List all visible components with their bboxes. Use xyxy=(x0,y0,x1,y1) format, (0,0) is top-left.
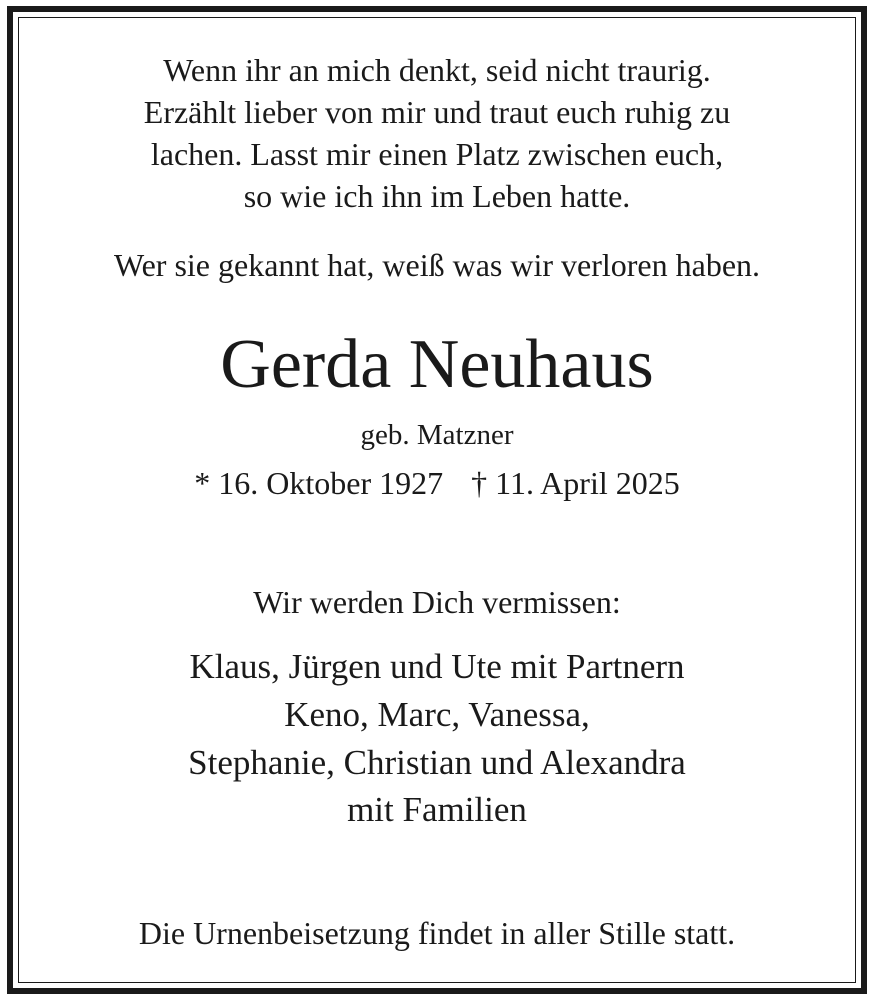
life-dates xyxy=(0,463,874,503)
mourner-line-1: Klaus, Jürgen und Ute mit Partnern xyxy=(189,647,685,686)
missing-line: Wir werden Dich vermissen: xyxy=(253,584,621,620)
poem-line-4: so wie ich ihn im Leben hatte. xyxy=(243,178,631,214)
deceased-name: Gerda Neuhaus xyxy=(220,326,654,403)
birth-name: geb. Matzner xyxy=(360,419,514,451)
mourner-line-2: Keno, Marc, Vanessa, xyxy=(284,695,590,734)
mourner-line-3: Stephanie, Christian und Alexandra xyxy=(188,743,686,782)
poem-line-3: lachen. Lasst mir einen Platz zwischen euch, xyxy=(150,136,724,172)
closing-line: Die Urnenbeisetzung findet in aller Stille statt. xyxy=(138,915,736,951)
mourner-line-4: mit Familien xyxy=(347,790,527,829)
birth-date: * 16. Oktober 1927 xyxy=(194,465,444,501)
poem-line-2: Erzählt lieber von mir und traut euch ruhig zu xyxy=(143,94,731,130)
death-date: † 11. April 2025 xyxy=(471,465,680,501)
poem-line-1: Wenn ihr an mich denkt, seid nicht traurig. xyxy=(163,52,711,88)
intro-line: Wer sie gekannt hat, weiß was wir verloren haben. xyxy=(113,247,761,283)
